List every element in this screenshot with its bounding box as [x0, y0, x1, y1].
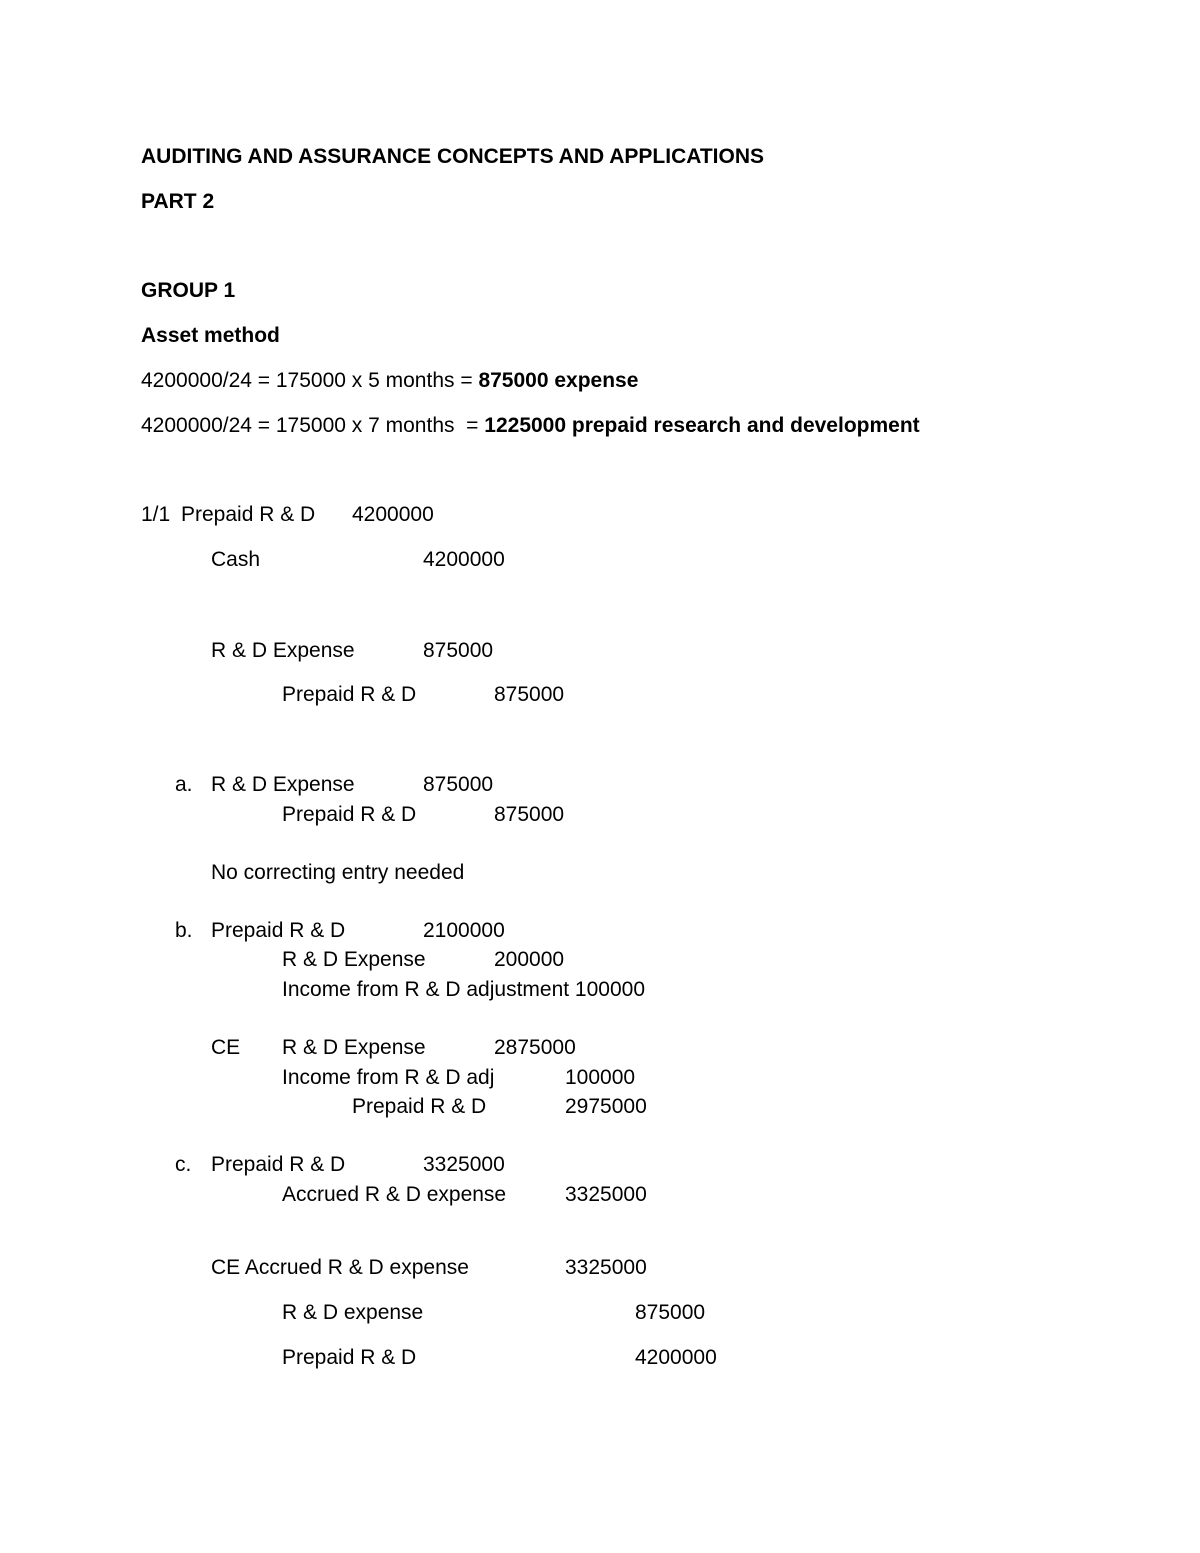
case-c-ce-line3-amount: 4200000 [635, 1346, 717, 1369]
case-b-ce-credit-account: Prepaid R & D [352, 1095, 487, 1118]
case-a-credit-account: Prepaid R & D [282, 803, 417, 826]
case-c-ce-line3-account: Prepaid R & D [282, 1346, 417, 1369]
case-c-marker: c. [175, 1153, 192, 1176]
case-b-ce-label: CE [211, 1036, 241, 1059]
case-c-ce-debit-amount: 3325000 [565, 1256, 647, 1279]
formula-line-1 [141, 370, 638, 391]
case-b-ce-credit-amount: 2975000 [565, 1095, 647, 1118]
case-b-ce-debit1-amount: 2875000 [494, 1036, 576, 1059]
case-b-debit-account: Prepaid R & D [211, 919, 346, 942]
case-b-marker: b. [175, 919, 193, 942]
formula-line-2 [141, 415, 920, 436]
entry-initial-debit-amount: 4200000 [352, 503, 434, 526]
group-heading: GROUP 1 [141, 279, 236, 302]
entry-initial-debit-account: Prepaid R & D [181, 503, 316, 526]
case-b-credit1-amount: 200000 [494, 948, 565, 971]
entry-adjust-debit-amount: 875000 [423, 639, 494, 662]
case-b-ce-debit2-account: Income from R & D adj [282, 1066, 495, 1089]
entry-initial-credit-account: Cash [211, 548, 261, 571]
entry-adjust-debit-account: R & D Expense [211, 639, 355, 662]
case-c-ce-line2-amount: 875000 [635, 1301, 706, 1324]
formula-1-result: 875000 expense [478, 369, 639, 392]
case-c-debit-account: Prepaid R & D [211, 1153, 346, 1176]
formula-2-expression: 4200000/24 = 175000 x 7 months = [141, 414, 485, 437]
case-a-credit-amount: 875000 [494, 803, 565, 826]
method-heading: Asset method [141, 324, 280, 347]
entry-date: 1/1 [141, 503, 171, 526]
formula-1-expression: 4200000/24 = 175000 x 5 months = [141, 369, 479, 392]
entry-adjust-credit-amount: 875000 [494, 683, 565, 706]
case-c-credit-account: Accrued R & D expense [282, 1183, 507, 1206]
case-a-debit-amount: 875000 [423, 773, 494, 796]
case-c-ce-line2-account: R & D expense [282, 1301, 424, 1324]
part-label: PART 2 [141, 190, 215, 213]
case-c-ce-debit-account: CE Accrued R & D expense [211, 1256, 469, 1279]
case-a-marker: a. [175, 773, 193, 796]
formula-2-result: 1225000 prepaid research and development [484, 414, 920, 437]
case-b-ce-debit2-amount: 100000 [565, 1066, 636, 1089]
case-c-debit-amount: 3325000 [423, 1153, 505, 1176]
document-title: AUDITING AND ASSURANCE CONCEPTS AND APPLICATIONS [141, 145, 765, 168]
case-b-credit2-line: Income from R & D adjustment 100000 [282, 978, 646, 1001]
entry-adjust-credit-account: Prepaid R & D [282, 683, 417, 706]
case-a-debit-account: R & D Expense [211, 773, 355, 796]
entry-initial-credit-amount: 4200000 [423, 548, 505, 571]
case-b-debit-amount: 2100000 [423, 919, 505, 942]
case-c-credit-amount: 3325000 [565, 1183, 647, 1206]
case-b-ce-debit1-account: R & D Expense [282, 1036, 426, 1059]
case-a-note: No correcting entry needed [211, 861, 465, 884]
case-b-credit1-account: R & D Expense [282, 948, 426, 971]
